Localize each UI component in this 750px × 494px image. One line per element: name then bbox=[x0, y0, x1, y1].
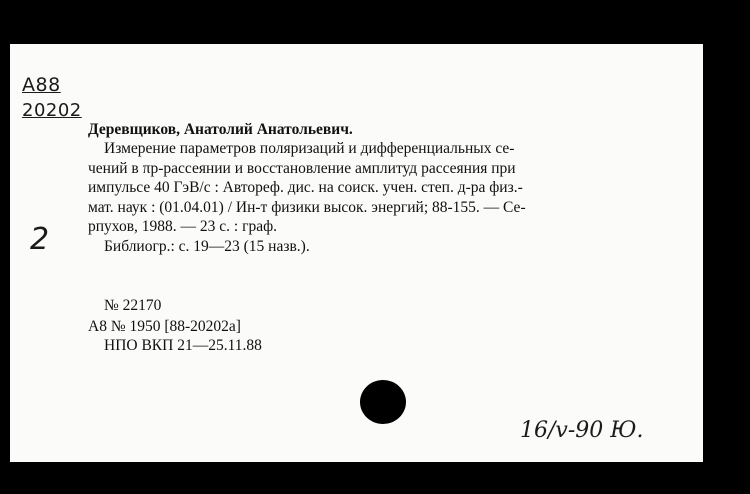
handwritten-mark: 2 bbox=[30, 222, 50, 257]
description-line-1: Измерение параметров поляризаций и дифференциальных се- bbox=[104, 140, 515, 157]
description-line-3: импульсе 40 ГэВ/с : Автореф. дис. на соиск. учен. степ. д-ра физ.- bbox=[88, 179, 523, 196]
bibliography-note: Библиогр.: с. 19—23 (15 назв.). bbox=[104, 238, 310, 255]
handwritten-signature: 16/v-90 Ю. bbox=[520, 418, 644, 443]
reference-number: А8 № 1950 [88-20202а] bbox=[88, 318, 241, 335]
description-line-4: мат. наук : (01.04.01) / Ин-т физики высок. энергий; 88-155. — Се- bbox=[88, 199, 526, 216]
description-line-2: чений в πр-рассеянии и восстановление амплитуд рассеяния при bbox=[88, 160, 516, 177]
catalog-code: А88 bbox=[22, 74, 61, 96]
ink-blot bbox=[360, 380, 406, 424]
npo-stamp-line: НПО ВКП 21—25.11.88 bbox=[104, 337, 262, 354]
author-name: Деревщиков, Анатолий Анатольевич. bbox=[88, 121, 353, 138]
catalog-number: 20202 bbox=[22, 100, 82, 121]
accession-number: № 22170 bbox=[104, 297, 162, 314]
description-line-5: рпухов, 1988. — 23 с. : граф. bbox=[88, 218, 277, 235]
